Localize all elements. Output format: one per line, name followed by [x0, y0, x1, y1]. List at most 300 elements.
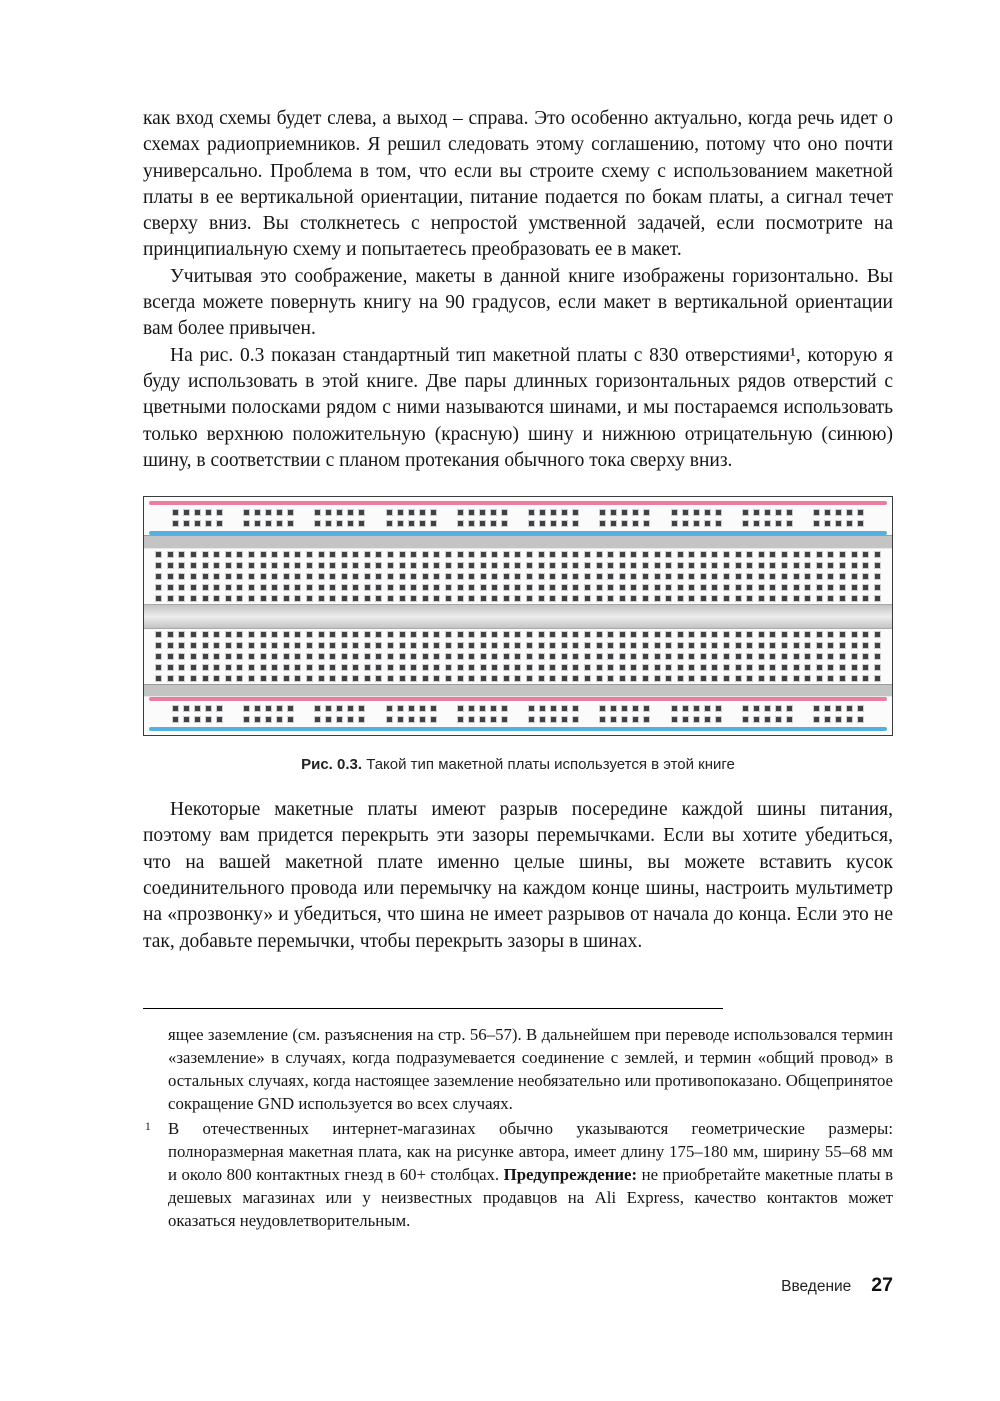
breadboard-hole	[168, 585, 173, 590]
breadboard-hole	[214, 552, 219, 557]
breadboard-hole	[400, 632, 405, 637]
breadboard-hole	[782, 643, 787, 648]
breadboard-hole	[550, 585, 555, 590]
breadboard-hole	[805, 654, 810, 659]
breadboard-hole	[747, 654, 752, 659]
breadboard-hole	[716, 510, 721, 515]
breadboard-hole	[365, 654, 370, 659]
breadboard-hole	[409, 510, 414, 515]
breadboard-hole	[736, 574, 741, 579]
breadboard-hole	[156, 552, 161, 557]
breadboard-hole	[337, 521, 342, 526]
breadboard-hole	[724, 643, 729, 648]
breadboard-hole	[805, 552, 810, 557]
breadboard-hole	[480, 717, 485, 722]
breadboard-hole	[277, 521, 282, 526]
breadboard-hole	[365, 676, 370, 681]
breadboard-hole	[608, 563, 613, 568]
breadboard-hole	[330, 574, 335, 579]
breadboard-hole	[631, 563, 636, 568]
breadboard-hole	[515, 552, 520, 557]
breadboard-hole	[782, 665, 787, 670]
breadboard-hole	[388, 563, 393, 568]
breadboard-hole	[611, 717, 616, 722]
breadboard-hole	[458, 643, 463, 648]
breadboard-hole	[226, 596, 231, 601]
breadboard-hole	[288, 706, 293, 711]
breadboard-hole	[326, 521, 331, 526]
breadboard-hole	[852, 654, 857, 659]
breadboard-hole	[562, 654, 567, 659]
rail-hole-group	[384, 507, 439, 529]
breadboard-hole	[770, 654, 775, 659]
breadboard-hole	[295, 665, 300, 670]
breadboard-hole	[689, 596, 694, 601]
breadboard-hole	[875, 654, 880, 659]
breadboard-hole	[550, 643, 555, 648]
breadboard-hole	[840, 632, 845, 637]
breadboard-hole	[620, 596, 625, 601]
breadboard-hole	[597, 665, 602, 670]
breadboard-hole	[330, 563, 335, 568]
breadboard-hole	[284, 552, 289, 557]
breadboard-hole	[515, 563, 520, 568]
breadboard-hole	[342, 643, 347, 648]
breadboard-hole	[840, 665, 845, 670]
breadboard-hole	[794, 632, 799, 637]
breadboard-hole	[353, 563, 358, 568]
breadboard-hole	[272, 552, 277, 557]
breadboard-hole	[678, 596, 683, 601]
breadboard-hole	[411, 596, 416, 601]
breadboard-hole	[307, 552, 312, 557]
breadboard-hole	[156, 574, 161, 579]
breadboard-hole	[195, 706, 200, 711]
breadboard-hole	[446, 563, 451, 568]
breadboard-hole	[666, 632, 671, 637]
breadboard-hole	[168, 643, 173, 648]
rail-hole-group	[740, 507, 795, 529]
breadboard-hole	[701, 585, 706, 590]
breadboard-hole	[712, 654, 717, 659]
breadboard-hole	[828, 632, 833, 637]
breadboard-hole	[515, 585, 520, 590]
breadboard-hole	[249, 585, 254, 590]
breadboard-hole	[782, 632, 787, 637]
power-rail-top	[144, 501, 892, 535]
breadboard-hole	[573, 706, 578, 711]
breadboard-hole	[678, 552, 683, 557]
breadboard-hole	[469, 717, 474, 722]
breadboard-hole	[875, 596, 880, 601]
breadboard-hole	[515, 574, 520, 579]
breadboard-hole	[502, 521, 507, 526]
breadboard-hole	[492, 596, 497, 601]
breadboard-hole	[307, 563, 312, 568]
breadboard-hole	[736, 654, 741, 659]
breadboard-hole	[600, 510, 605, 515]
breadboard-hole	[206, 717, 211, 722]
breadboard-hole	[319, 596, 324, 601]
breadboard-hole	[411, 574, 416, 579]
breadboard-hole	[825, 717, 830, 722]
breadboard-hole	[330, 654, 335, 659]
breadboard-hole	[817, 643, 822, 648]
breadboard-hole	[747, 665, 752, 670]
breadboard-hole	[759, 643, 764, 648]
breadboard-hole	[195, 521, 200, 526]
breadboard-hole	[315, 510, 320, 515]
breadboard-hole	[179, 596, 184, 601]
breadboard-hole	[387, 521, 392, 526]
breadboard-hole	[284, 654, 289, 659]
breadboard-hole	[858, 521, 863, 526]
breadboard-hole	[736, 585, 741, 590]
breadboard-hole	[348, 717, 353, 722]
breadboard-hole	[689, 643, 694, 648]
breadboard-hole	[179, 632, 184, 637]
breadboard-hole	[770, 643, 775, 648]
breadboard-hole	[481, 563, 486, 568]
breadboard-hole	[631, 596, 636, 601]
breadboard-hole	[694, 521, 699, 526]
breadboard-hole	[237, 632, 242, 637]
breadboard-hole	[342, 596, 347, 601]
breadboard-hole	[794, 654, 799, 659]
breadboard-hole	[261, 643, 266, 648]
breadboard-hole	[342, 654, 347, 659]
breadboard-hole	[562, 552, 567, 557]
breadboard-hole	[747, 574, 752, 579]
breadboard-hole	[875, 676, 880, 681]
breadboard-hole	[540, 717, 545, 722]
breadboard-hole	[539, 574, 544, 579]
breadboard-hole	[168, 632, 173, 637]
breadboard-hole	[398, 717, 403, 722]
breadboard-hole	[184, 706, 189, 711]
breadboard-hole	[319, 563, 324, 568]
breadboard-hole	[307, 654, 312, 659]
breadboard-hole	[184, 717, 189, 722]
rail-hole-group	[669, 703, 724, 725]
breadboard-hole	[307, 676, 312, 681]
breadboard-hole	[348, 521, 353, 526]
breadboard-hole	[828, 643, 833, 648]
breadboard-hole	[529, 706, 534, 711]
breadboard-hole	[481, 665, 486, 670]
breadboard-hole	[420, 510, 425, 515]
rail-hole-group	[312, 703, 367, 725]
breadboard-hole	[701, 676, 706, 681]
breadboard-hole	[776, 706, 781, 711]
breadboard-hole	[307, 574, 312, 579]
breadboard-hole	[353, 585, 358, 590]
breadboard-hole	[214, 643, 219, 648]
breadboard-hole	[342, 552, 347, 557]
breadboard-hole	[156, 676, 161, 681]
breadboard-hole	[747, 596, 752, 601]
breadboard-hole	[244, 521, 249, 526]
breadboard-hole	[458, 676, 463, 681]
footnote-continued	[143, 1023, 893, 1115]
breadboard-hole	[434, 552, 439, 557]
breadboard-hole	[307, 632, 312, 637]
breadboard-hole	[261, 574, 266, 579]
breadboard-hole	[203, 643, 208, 648]
breadboard-hole	[840, 676, 845, 681]
breadboard-hole	[353, 552, 358, 557]
breadboard-hole	[529, 521, 534, 526]
breadboard-hole	[284, 596, 289, 601]
breadboard-hole	[469, 676, 474, 681]
breadboard-hole	[261, 632, 266, 637]
breadboard-hole	[643, 552, 648, 557]
breadboard-hole	[411, 643, 416, 648]
breadboard-hole	[156, 632, 161, 637]
breadboard-hole	[573, 676, 578, 681]
breadboard-hole	[573, 552, 578, 557]
breadboard-hole	[342, 676, 347, 681]
breadboard-hole	[315, 717, 320, 722]
breadboard-hole	[631, 676, 636, 681]
breadboard-hole	[551, 717, 556, 722]
breadboard-hole	[678, 665, 683, 670]
breadboard-hole	[191, 665, 196, 670]
breadboard-hole	[836, 521, 841, 526]
breadboard-hole	[249, 632, 254, 637]
breadboard-hole	[585, 552, 590, 557]
breadboard-hole	[458, 596, 463, 601]
breadboard-hole	[573, 643, 578, 648]
breadboard-hole	[458, 717, 463, 722]
breadboard-hole	[434, 676, 439, 681]
breadboard-hole	[173, 510, 178, 515]
rail-hole-group	[384, 703, 439, 725]
breadboard-hole	[689, 563, 694, 568]
breadboard-hole	[689, 665, 694, 670]
breadboard-hole	[272, 563, 277, 568]
breadboard-hole	[655, 596, 660, 601]
breadboard-hole	[863, 552, 868, 557]
breadboard-hole	[515, 676, 520, 681]
breadboard-hole	[469, 665, 474, 670]
breadboard-hole	[840, 552, 845, 557]
breadboard-hole	[315, 706, 320, 711]
breadboard-hole	[168, 574, 173, 579]
footnotes-section	[143, 1008, 893, 1232]
breadboard-hole	[776, 521, 781, 526]
breadboard-hole	[319, 665, 324, 670]
breadboard-hole	[411, 563, 416, 568]
breadboard-hole	[747, 632, 752, 637]
breadboard-hole	[249, 676, 254, 681]
breadboard-hole	[678, 574, 683, 579]
breadboard-hole	[712, 643, 717, 648]
breadboard-hole	[805, 632, 810, 637]
breadboard-hole	[446, 552, 451, 557]
breadboard-hole	[643, 676, 648, 681]
breadboard-hole	[431, 510, 436, 515]
breadboard-hole	[527, 552, 532, 557]
breadboard-hole	[863, 665, 868, 670]
breadboard-hole	[770, 632, 775, 637]
breadboard-hole	[701, 654, 706, 659]
breadboard-hole	[562, 717, 567, 722]
breadboard-hole	[643, 643, 648, 648]
breadboard-hole	[226, 632, 231, 637]
breadboard-hole	[446, 632, 451, 637]
breadboard-hole	[295, 654, 300, 659]
breadboard-hole	[828, 676, 833, 681]
breadboard-hole	[573, 510, 578, 515]
breadboard-hole	[481, 654, 486, 659]
breadboard-hole	[226, 654, 231, 659]
breadboard-hole	[492, 563, 497, 568]
breadboard-hole	[353, 654, 358, 659]
breadboard-hole	[237, 552, 242, 557]
breadboard-hole	[631, 665, 636, 670]
breadboard-hole	[469, 510, 474, 515]
breadboard-hole	[168, 676, 173, 681]
breadboard-hole	[261, 552, 266, 557]
breadboard-hole	[573, 521, 578, 526]
breadboard-hole	[805, 643, 810, 648]
breadboard-hole	[701, 574, 706, 579]
breadboard-hole	[705, 706, 710, 711]
breadboard-hole	[272, 676, 277, 681]
breadboard-hole	[353, 596, 358, 601]
breadboard-hole	[491, 510, 496, 515]
breadboard-hole	[434, 654, 439, 659]
breadboard-hole	[458, 563, 463, 568]
breadboard-hole	[203, 563, 208, 568]
breadboard-hole	[550, 665, 555, 670]
breadboard-hole	[611, 706, 616, 711]
breadboard-hole	[249, 665, 254, 670]
breadboard-hole	[759, 574, 764, 579]
breadboard-hole	[423, 665, 428, 670]
breadboard-hole	[527, 632, 532, 637]
breadboard-hole	[214, 574, 219, 579]
breadboard-hole	[597, 552, 602, 557]
breadboard-hole	[502, 717, 507, 722]
breadboard-hole	[573, 596, 578, 601]
breadboard-hole	[805, 574, 810, 579]
breadboard-hole	[585, 676, 590, 681]
breadboard-hole	[694, 717, 699, 722]
breadboard-hole	[237, 596, 242, 601]
breadboard-hole	[307, 643, 312, 648]
breadboard-hole	[620, 585, 625, 590]
breadboard-hole	[724, 552, 729, 557]
breadboard-hole	[550, 654, 555, 659]
breadboard-hole	[315, 521, 320, 526]
breadboard-hole	[249, 654, 254, 659]
breadboard-hole	[540, 706, 545, 711]
breadboard-hole	[794, 596, 799, 601]
breadboard-hole	[179, 643, 184, 648]
breadboard-hole	[502, 510, 507, 515]
breadboard-hole	[794, 665, 799, 670]
breadboard-hole	[203, 552, 208, 557]
breadboard-hole	[863, 574, 868, 579]
breadboard-hole	[272, 632, 277, 637]
breadboard-hole	[400, 574, 405, 579]
breadboard-hole	[388, 574, 393, 579]
breadboard-hole	[529, 510, 534, 515]
breadboard-hole	[794, 574, 799, 579]
breadboard-hole	[214, 676, 219, 681]
breadboard-hole	[420, 706, 425, 711]
breadboard-hole	[376, 563, 381, 568]
breadboard-hole	[759, 585, 764, 590]
breadboard-hole	[600, 706, 605, 711]
breadboard-hole	[504, 596, 509, 601]
breadboard-hole	[244, 510, 249, 515]
breadboard-hole	[288, 510, 293, 515]
breadboard-hole	[330, 585, 335, 590]
breadboard-hole	[776, 717, 781, 722]
breadboard-hole	[712, 596, 717, 601]
breadboard-hole	[736, 552, 741, 557]
breadboard-hole	[701, 643, 706, 648]
breadboard-hole	[458, 632, 463, 637]
breadboard-hole	[226, 676, 231, 681]
breadboard-hole	[562, 596, 567, 601]
breadboard-hole	[655, 552, 660, 557]
breadboard-hole	[261, 596, 266, 601]
body-paragraph-3: На рис. 0.3 показан стандартный тип макетной платы с 830 отверстиями¹, которую я буду использовать в этой книге. Две пары длинных горизонтальных рядов отверстий с цветными полосками рядом с ними называются шинами, и мы постараемся использовать только верхнюю положительную (красную) шину и нижнюю отрицательную (синюю) шину, в соответствии с планом протекания обычного тока сверху вниз.	[143, 344, 893, 471]
breadboard-hole	[400, 676, 405, 681]
breadboard-hole	[348, 706, 353, 711]
breadboard-hole	[469, 574, 474, 579]
breadboard-hole	[551, 706, 556, 711]
breadboard-hole	[244, 706, 249, 711]
breadboard-hole	[400, 596, 405, 601]
breadboard-hole	[168, 596, 173, 601]
breadboard-hole	[643, 654, 648, 659]
terminal-strip-top	[144, 549, 892, 604]
breadboard-hole	[284, 632, 289, 637]
breadboard-hole	[272, 596, 277, 601]
breadboard-hole	[191, 676, 196, 681]
breadboard-hole	[655, 563, 660, 568]
breadboard-hole	[858, 717, 863, 722]
footnote-1	[143, 1117, 893, 1232]
breadboard-hole	[562, 585, 567, 590]
breadboard-hole	[754, 706, 759, 711]
breadboard-hole	[814, 510, 819, 515]
breadboard-hole	[759, 596, 764, 601]
breadboard-hole	[284, 574, 289, 579]
breadboard-hole	[655, 632, 660, 637]
breadboard-hole	[852, 643, 857, 648]
breadboard-hole	[342, 563, 347, 568]
breadboard-hole	[863, 563, 868, 568]
breadboard-hole	[747, 563, 752, 568]
breadboard-hole	[284, 563, 289, 568]
breadboard-hole	[631, 574, 636, 579]
breadboard-hole	[852, 665, 857, 670]
breadboard-hole	[156, 665, 161, 670]
center-channel	[144, 604, 892, 629]
breadboard-hole	[597, 676, 602, 681]
breadboard-hole	[597, 585, 602, 590]
breadboard-hole	[398, 521, 403, 526]
breadboard-hole	[620, 643, 625, 648]
breadboard-hole	[573, 585, 578, 590]
breadboard-hole	[631, 585, 636, 590]
